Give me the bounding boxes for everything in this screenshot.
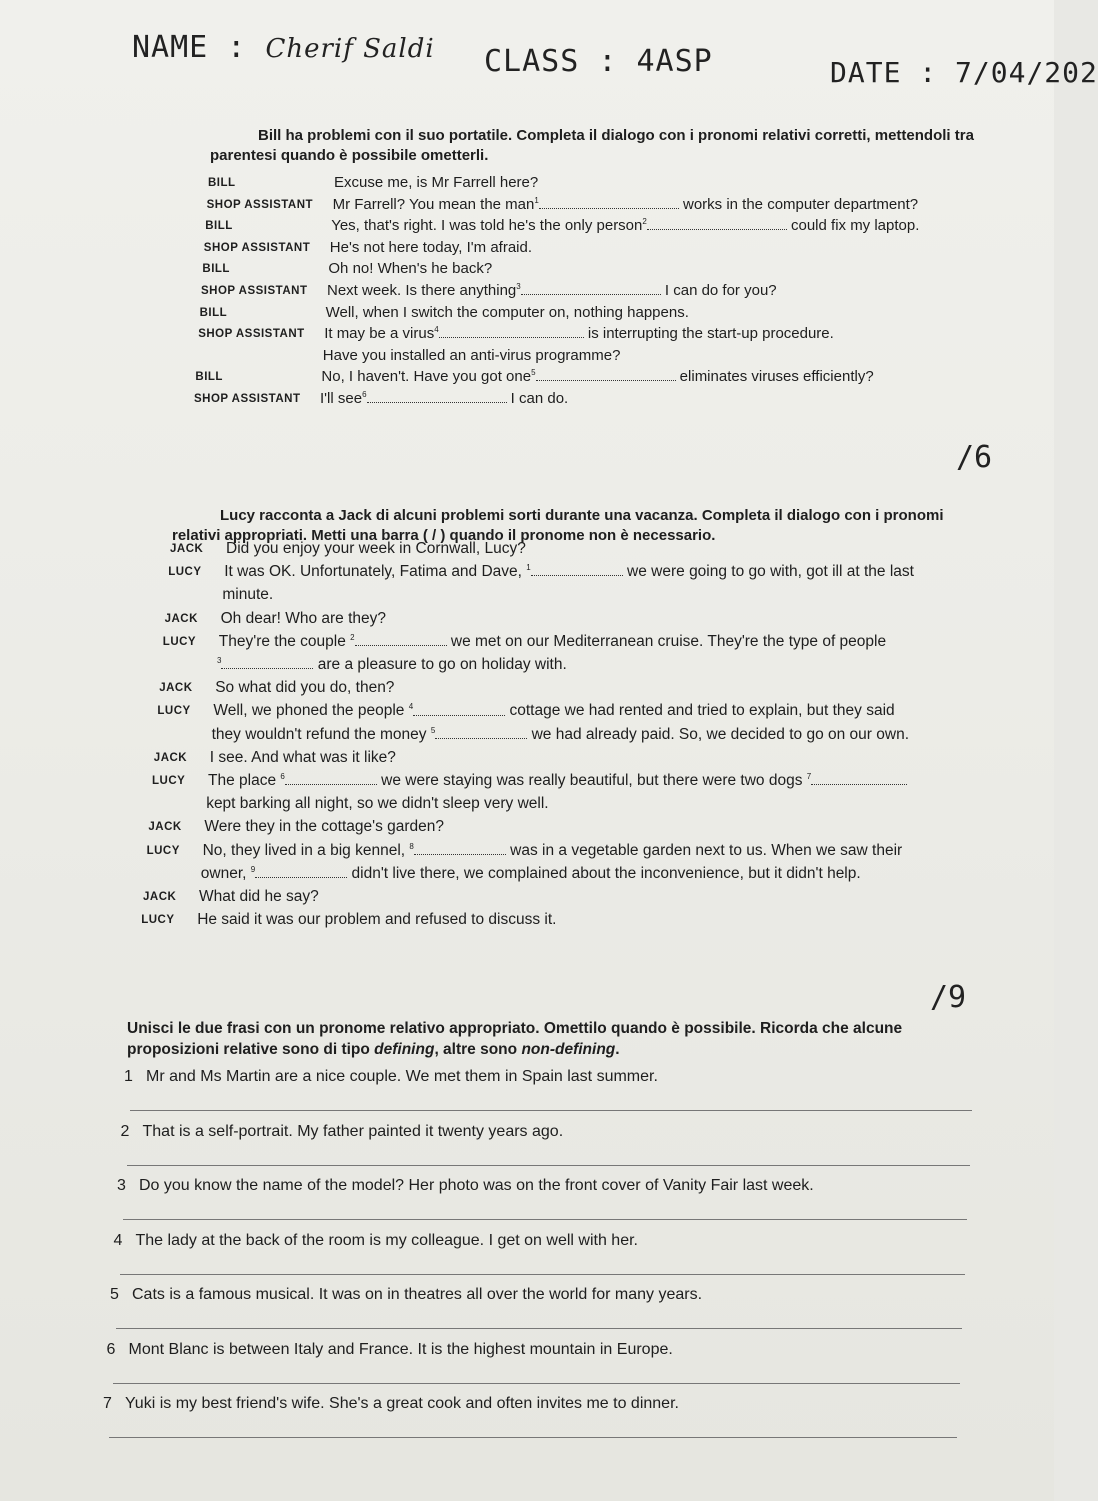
dialog-text-after: eliminates viruses efficiently? xyxy=(675,368,874,386)
class-label: CLASS : xyxy=(484,44,618,79)
dialog-text-part: owner, xyxy=(200,864,251,882)
dialog-text-after: I can do. xyxy=(506,390,569,407)
gap-number: 2 xyxy=(642,217,647,227)
dialog-text-part: Were they in the cottage's garden? xyxy=(204,818,445,836)
dialog-text-before: Have you installed an anti-virus programme? xyxy=(322,346,621,364)
dialog-text-before: Yes, that's right. I was told he's the only person xyxy=(331,217,643,235)
exercise-3-item xyxy=(117,1177,814,1195)
item-text: Mont Blanc is between Italy and France. It is the highest mountain in Europe. xyxy=(128,1340,673,1358)
dialog-text-after: works in the computer department? xyxy=(678,195,919,213)
dialog-text-part: didn't live there, we complained about the inconvenience, but it didn't help. xyxy=(347,864,861,882)
item-number: 6 xyxy=(106,1340,116,1358)
dialog-text-part: we met on our Mediterranean cruise. They're the type of people xyxy=(446,632,887,650)
date-value: 7/04/202 xyxy=(955,56,1098,89)
gap-number: 4 xyxy=(408,702,414,712)
dialog-text-part: What did he say? xyxy=(199,888,319,905)
speaker-label: SHOP ASSISTANT xyxy=(194,393,301,405)
dialog-text-after: I can do for you? xyxy=(660,282,777,299)
dialog-text-before: Oh no! When's he back? xyxy=(328,260,493,278)
dialog-text-part: was in a vegetable garden next to us. When we saw their xyxy=(505,841,903,859)
dialog-text-before: It may be a virus xyxy=(324,325,435,343)
gap-number: 3 xyxy=(217,656,222,665)
gap-number: 4 xyxy=(434,325,439,335)
exercise-2-score: /9 xyxy=(930,980,967,1015)
speaker-label: LUCY xyxy=(146,844,180,857)
item-number: 4 xyxy=(113,1231,123,1249)
speaker-label: SHOP ASSISTANT xyxy=(206,198,314,211)
answer-line[interactable] xyxy=(113,1383,960,1384)
speaker-label: JACK xyxy=(159,682,193,695)
instr-part-c: , altre sono xyxy=(434,1041,522,1058)
instr-part-b: defining xyxy=(374,1041,435,1058)
speaker-label: LUCY xyxy=(157,705,191,718)
gap-number: 5 xyxy=(430,725,436,735)
dialog-text-part: cottage we had rented and tried to explain, but they said xyxy=(505,702,895,720)
dialog-text-part: minute. xyxy=(222,586,274,604)
answer-line[interactable] xyxy=(109,1437,957,1438)
speaker-label: LUCY xyxy=(152,775,186,787)
dialog-text-part: kept barking all night, so we didn't sleep very well. xyxy=(206,795,549,813)
speaker-label: BILL xyxy=(195,371,223,384)
dialog-text-part: The place xyxy=(208,772,281,790)
speaker-label: BILL xyxy=(205,220,233,233)
gap-number: 2 xyxy=(350,632,355,642)
speaker-label: SHOP ASSISTANT xyxy=(201,285,308,297)
item-text: Cats is a famous musical. It was on in theatres all over the world for many years. xyxy=(132,1286,703,1303)
item-text: Do you know the name of the model? Her photo was on the front cover of Vanity Fair last week. xyxy=(139,1177,814,1194)
dialog-text-part: No, they lived in a big kennel, xyxy=(202,841,410,859)
exercise-3-item xyxy=(103,1395,679,1413)
exercise-3-item xyxy=(110,1286,702,1304)
speaker-label: JACK xyxy=(170,543,204,555)
item-number: 1 xyxy=(124,1068,133,1085)
answer-line[interactable] xyxy=(116,1328,962,1329)
dialog-text-before: I'll see xyxy=(320,390,363,407)
exercise-3-item xyxy=(121,1123,564,1141)
speaker-label: LUCY xyxy=(162,635,197,648)
dialog-text-part: So what did you do, then? xyxy=(215,679,395,697)
dialog-text-before: Well, when I switch the computer on, nothing happens. xyxy=(325,303,689,321)
dialog-text-before: Next week. Is there anything xyxy=(327,282,517,299)
exercise-3-instruction-line-1: Unisci le due frasi con un pronome relativo appropriato. Omettilo quando è possibile. Ricorda che alcune xyxy=(127,1020,903,1037)
dialog-text-after: is interrupting the start-up procedure. xyxy=(583,325,834,343)
exercise-3-item xyxy=(114,1232,638,1250)
instr-part-e: . xyxy=(615,1041,620,1058)
gap-number: 6 xyxy=(362,390,367,399)
instr-part-a: proposizioni relative sono di tipo xyxy=(127,1041,375,1058)
dialog-text-part: They're the couple xyxy=(218,632,351,650)
exercise-2-instruction-line-2: relativi appropriati. Metti una barra ( / ) quando il pronome non è necessario. xyxy=(172,527,716,544)
dialog-text-after: could fix my laptop. xyxy=(786,217,920,235)
gap-number: 1 xyxy=(534,195,539,205)
gap-number: 8 xyxy=(409,841,414,851)
instr-part-d: non-defining xyxy=(521,1041,616,1058)
dialog-text-part: they wouldn't refund the money xyxy=(211,725,431,743)
speaker-label: BILL xyxy=(199,306,228,319)
dialog-text-part: we were staying was really beautiful, but there were two dogs xyxy=(376,772,807,790)
dialog-text-part: we had already paid. So, we decided to go on our own. xyxy=(527,725,910,743)
gap-number: 3 xyxy=(516,282,521,291)
speaker-label: JACK xyxy=(143,891,177,903)
speaker-label: LUCY xyxy=(141,914,175,927)
item-text: That is a self-portrait. My father painted it twenty years ago. xyxy=(142,1122,564,1140)
speaker-label: LUCY xyxy=(168,566,202,579)
speaker-label: SHOP ASSISTANT xyxy=(198,328,305,341)
item-text: Mr and Ms Martin are a nice couple. We met them in Spain last summer. xyxy=(146,1068,658,1085)
name-label: NAME : xyxy=(132,30,247,65)
answer-line[interactable] xyxy=(130,1110,972,1111)
exercise-1-instruction-line-2: parentesi quando è possibile ometterli. xyxy=(210,147,489,164)
class-value: 4ASP xyxy=(636,44,713,79)
exercise-3-item xyxy=(124,1068,658,1086)
item-text: The lady at the back of the room is my colleague. I get on well with her. xyxy=(135,1231,638,1249)
speaker-label: JACK xyxy=(153,751,188,764)
gap-number: 6 xyxy=(280,772,285,781)
dialog-text-before: No, I haven't. Have you got one xyxy=(321,368,532,386)
item-number: 5 xyxy=(110,1286,119,1303)
item-number: 7 xyxy=(103,1395,112,1412)
exercise-2-instruction-line-1: Lucy racconta a Jack di alcuni problemi sorti durante una vacanza. Completa il dialogo con i pronomi xyxy=(220,507,944,524)
dialog-text-part: are a pleasure to go on holiday with. xyxy=(313,656,567,674)
answer-line[interactable] xyxy=(123,1219,967,1220)
item-number: 3 xyxy=(117,1177,126,1194)
speaker-label: BILL xyxy=(208,177,236,189)
dialog-text-part: Oh dear! Who are they? xyxy=(220,609,387,627)
gap-number: 5 xyxy=(531,368,536,378)
item-number: 2 xyxy=(120,1122,130,1140)
dialog-text-before: He's not here today, I'm afraid. xyxy=(329,238,533,256)
exercise-1-instruction-line-1: Bill ha problemi con il suo portatile. Completa il dialogo con i pronomi relativi corretti, mettendoli tra xyxy=(258,127,974,144)
speaker-label: BILL xyxy=(202,263,230,276)
dialog-text-part: Well, we phoned the people xyxy=(213,702,409,720)
dialog-text-before: Excuse me, is Mr Farrell here? xyxy=(334,174,539,191)
answer-line[interactable] xyxy=(127,1165,970,1166)
speaker-label: SHOP ASSISTANT xyxy=(203,241,311,254)
gap-number: 1 xyxy=(526,563,531,573)
gap-number: 7 xyxy=(806,772,812,781)
item-text: Yuki is my best friend's wife. She's a great cook and often invites me to dinner. xyxy=(125,1395,679,1412)
dialog-text-before: Mr Farrell? You mean the man xyxy=(332,195,535,213)
dialog-text-part: It was OK. Unfortunately, Fatima and Dave, xyxy=(224,563,527,581)
exercise-3-instruction-line-2 xyxy=(127,1039,620,1060)
dialog-text-part: Did you enjoy your week in Cornwall, Lucy? xyxy=(226,540,526,557)
date-label: DATE : xyxy=(830,56,938,89)
dialog-text-part: I see. And what was it like? xyxy=(209,748,396,766)
answer-line[interactable] xyxy=(120,1274,965,1275)
exercise-1-score: /6 xyxy=(956,440,993,475)
speaker-label: JACK xyxy=(164,612,198,625)
dialog-text-part: He said it was our problem and refused to discuss it. xyxy=(197,911,557,929)
name-value: Cherif Saldi xyxy=(265,34,435,64)
exercise-3-item xyxy=(107,1341,673,1359)
speaker-label: JACK xyxy=(148,821,182,834)
dialog-text-part: we were going to go with, got ill at the last xyxy=(622,563,914,581)
gap-number: 9 xyxy=(250,864,256,874)
